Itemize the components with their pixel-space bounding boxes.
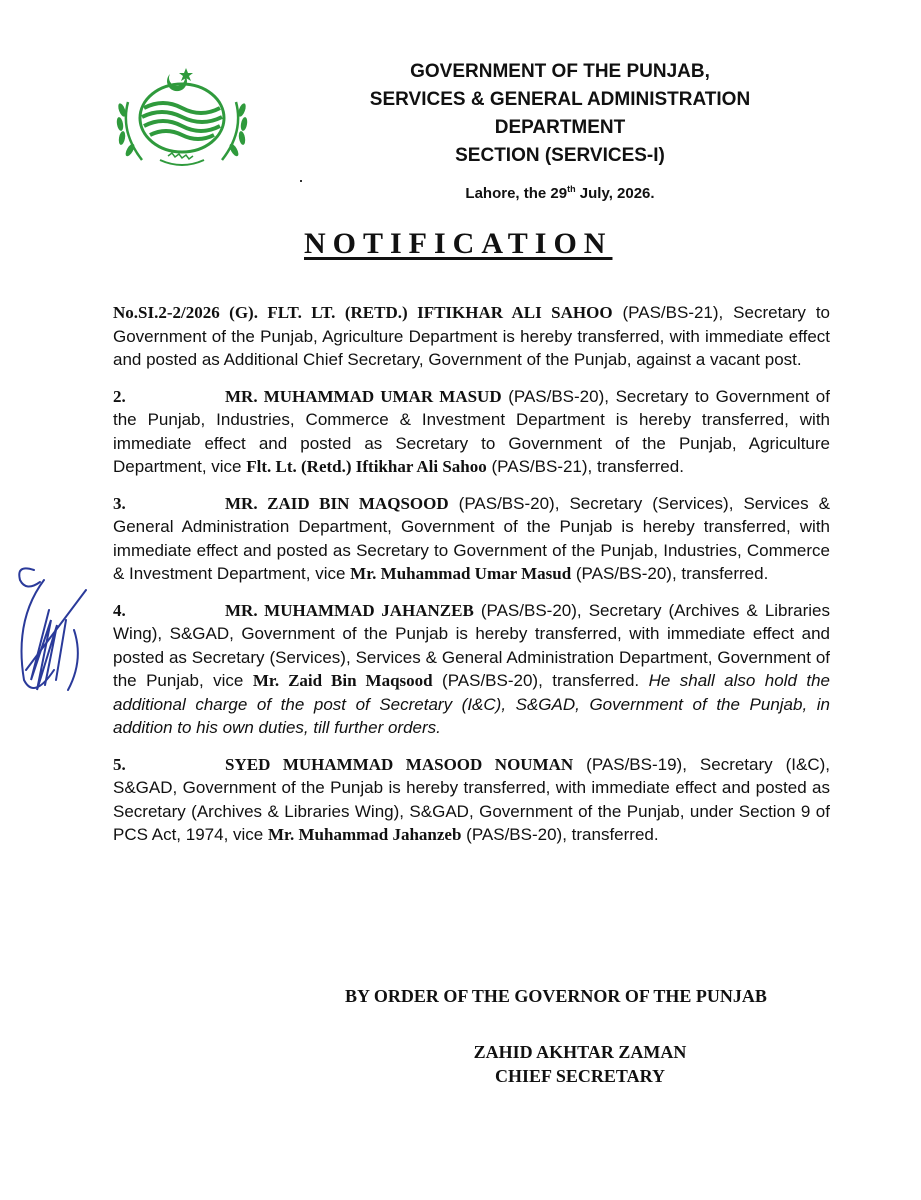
paragraph-text-end: (PAS/BS-20), transferred. (461, 825, 659, 844)
header-line-department: DEPARTMENT (494, 117, 626, 138)
date-suffix: July, 2026. (575, 185, 655, 202)
department-header (300, 58, 820, 170)
notification-title: NOTIFICATION (304, 227, 613, 260)
signature-icon (4, 550, 104, 710)
reference-and-officer-name: No.SI.2-2/2026 (G). FLT. LT. (RETD.) IFTIKHAR ALI SAHOO (113, 303, 613, 322)
paragraph-text: (PAS/BS-20), Secretary (Archives & Libraries Wing), S&GAD, Government of the Punjab is hereby transferred, with immediate effect and posted as Secretary (Services), Services & General Administration Department, Government of the Punjab, vice (113, 600, 831, 690)
order-line: BY ORDER OF THE GOVERNOR OF THE PUNJAB (345, 986, 767, 1006)
vice-officer-name: Mr. Zaid Bin Maqsood (252, 671, 433, 690)
dateline (300, 184, 820, 202)
paragraph-number: 3. (113, 493, 126, 513)
signer-block (460, 1040, 700, 1088)
officer-name: MR. MUHAMMAD UMAR MASUD (225, 386, 502, 406)
paragraph-text: (PAS/BS-19), Secretary (I&C), S&GAD, Government of the Punjab is hereby transferred, with immediate effect and posted as Secretary (Archives & Libraries Wing), S&GAD, Government of the Punjab, under Section 9 of PCS Act, 1974, vice (113, 754, 830, 844)
paragraph-number: 4. (113, 600, 126, 620)
paragraph-text-end: (PAS/BS-21), transferred. (486, 457, 684, 476)
header-line-services: SERVICES & GENERAL ADMINISTRATION (369, 89, 751, 110)
signer-name: ZAHID AKHTAR ZAMAN (473, 1042, 687, 1062)
paragraph-number: 2. (113, 386, 126, 406)
punjab-emblem-icon (108, 62, 256, 172)
paragraph-text-end: (PAS/BS-20), transferred. (571, 564, 769, 583)
paragraph-number: 5. (113, 754, 126, 774)
paragraph-text: (PAS/BS-20), Secretary to Government of the Punjab, Industries, Commerce & Investment Department is hereby transferred, with immediate effect and posted as Secretary to Government of the Punjab, Agriculture Department, vice (113, 386, 830, 476)
additional-charge-note: He shall also hold the additional charge of the post of Secretary (I&C), S&GAD, Government of the Punjab, in addition to his own duties, till further orders. (113, 671, 830, 737)
vice-officer-name: Mr. Muhammad Umar Masud (350, 564, 572, 583)
paragraph-text: (PAS/BS-21), Secretary to Government of the Punjab, Agriculture Department is hereby transferred, with immediate effect and posted as Additional Chief Secretary, Government of the Punjab, against a vacant post. (113, 303, 830, 369)
officer-name: SYED MUHAMMAD MASOOD NOUMAN (225, 754, 574, 774)
header-line-section: SECTION (SERVICES-I) (455, 145, 665, 166)
officer-name: MR. MUHAMMAD JAHANZEB (225, 600, 474, 620)
paragraph-text: (PAS/BS-20), Secretary (Services), Services & General Administration Department, Government of the Punjab is hereby transferred, with immediate effect and posted as Secretary to Government of the Punjab, Industries, Commerce & Investment Department, vice (113, 493, 830, 583)
paragraph-2 (113, 385, 830, 479)
vice-officer-name: Flt. Lt. (Retd.) Iftikhar Ali Sahoo (246, 457, 487, 476)
vice-officer-name: Mr. Muhammad Jahanzeb (267, 825, 462, 844)
header-line-government: GOVERNMENT OF THE PUNJAB, (410, 61, 710, 82)
scan-speck (300, 180, 302, 182)
officer-name: MR. ZAID BIN MAQSOOD (225, 493, 449, 513)
notification-body (113, 301, 830, 860)
date-prefix: Lahore, the 29 (465, 185, 568, 202)
date-ordinal: th (567, 184, 576, 194)
paragraph-3 (113, 492, 830, 586)
paragraph-1 (113, 301, 830, 372)
paragraph-text-end: (PAS/BS-20), transferred. (432, 671, 649, 690)
paragraph-5 (113, 753, 830, 847)
paragraph-4 (113, 599, 830, 740)
signer-title: CHIEF SECRETARY (495, 1066, 665, 1086)
